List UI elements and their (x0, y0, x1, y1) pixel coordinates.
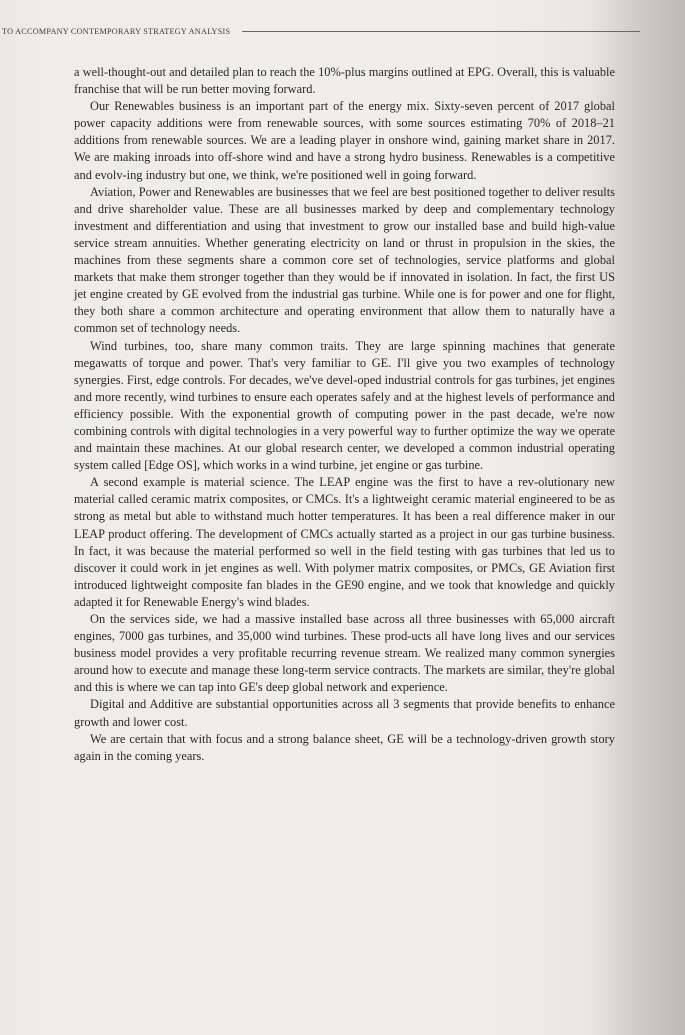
paragraph: Our Renewables business is an important part of the energy mix. Sixty-seven percent of 2017 global power capacity additions were from renewable sources, with some sources estimating 70% of 2018–21 additions from renewable sources. We are a leading player in onshore wind, gaining market share in 2017. We are making inroads into off-shore wind and have a strong hydro business. Renewables is a competitive and evolv-ing industry but one, we think, we're positioned well in going forward. (74, 99, 615, 182)
paragraph: A second example is material science. The LEAP engine was the first to have a rev-olutionary new material called ceramic matrix composites, or CMCs. It's a lightweight ceramic material engineered to be as strong as metal but able to withstand much hotter temperatures. It has been a real difference maker in our LEAP product offering. The development of CMCs actually started as a project in our gas turbine business. In fact, it was because the material performed so well in the field testing with gas turbines that led us to discover it could work in jet engines as well. With polymer matrix composites, or PMCs, GE Aviation first introduced lightweight composite fan blades in the GE90 engine, and we took that knowledge and quickly adapted it for Renewable Energy's wind blades. (74, 475, 615, 609)
body-text (74, 64, 615, 765)
paragraph: Aviation, Power and Renewables are businesses that we feel are best positioned together to deliver results and drive shareholder value. These are all businesses marked by deep and complementary technology investment and differentiation and using that investment to grow our installed base and build high-value service stream annuities. Whether generating electricity on land or thrust in propulsion in the skies, the machines from these segments share a common core set of technologies, service platforms and global markets that make them stronger together than they would be if innovated in isolation. In fact, the first US jet engine created by GE evolved from the industrial gas turbine. While one is for power and one for flight, they both share a common architecture and operating environment that allow them to naturally have a common set of technology needs. (74, 184, 615, 336)
paragraph: On the services side, we had a massive installed base across all three businesses with 65,000 aircraft engines, 7000 gas turbines, and 35,000 wind turbines. These prod-ucts all have long lives and our services business model provides a very profitable recurring revenue stream. We realized many common synergies around how to execute and manage these long-term service contracts. The markets are similar, they're global and this is where we can tap into GE's deep global network and experience. (74, 612, 615, 695)
paragraph: Wind turbines, too, share many common traits. They are large spinning machines that generate megawatts of torque and power. That's very familiar to GE. I'll give you two examples of technology synergies. First, edge controls. For decades, we've devel-oped industrial controls for gas turbines, jet engines and more recently, wind turbines to ensure each operates safely and at the highest levels of performance and efficiency possible. With the exponential growth of computing power in the past decade, we're now combining controls with digital technologies in a very powerful way to further optimize the way we operate and maintain these machines. At our global research center, we developed a common industrial operating system called [Edge OS], which works in a wind turbine, jet engine or gas turbine. (74, 338, 615, 473)
paragraph: Digital and Additive are substantial opportunities across all 3 segments that provide benefits to enhance growth and lower cost. (74, 697, 615, 729)
paragraph: a well-thought-out and detailed plan to reach the 10%-plus margins outlined at EPG. Overall, this is valuable franchise that will be run better moving forward. (74, 65, 615, 97)
paragraph: We are certain that with focus and a strong balance sheet, GE will be a technology-driven growth story again in the coming years. (74, 731, 615, 763)
running-head-title: TO ACCOMPANY CONTEMPORARY STRATEGY ANALYSIS (2, 26, 231, 36)
running-head (0, 22, 640, 40)
running-head-rule (242, 31, 640, 32)
